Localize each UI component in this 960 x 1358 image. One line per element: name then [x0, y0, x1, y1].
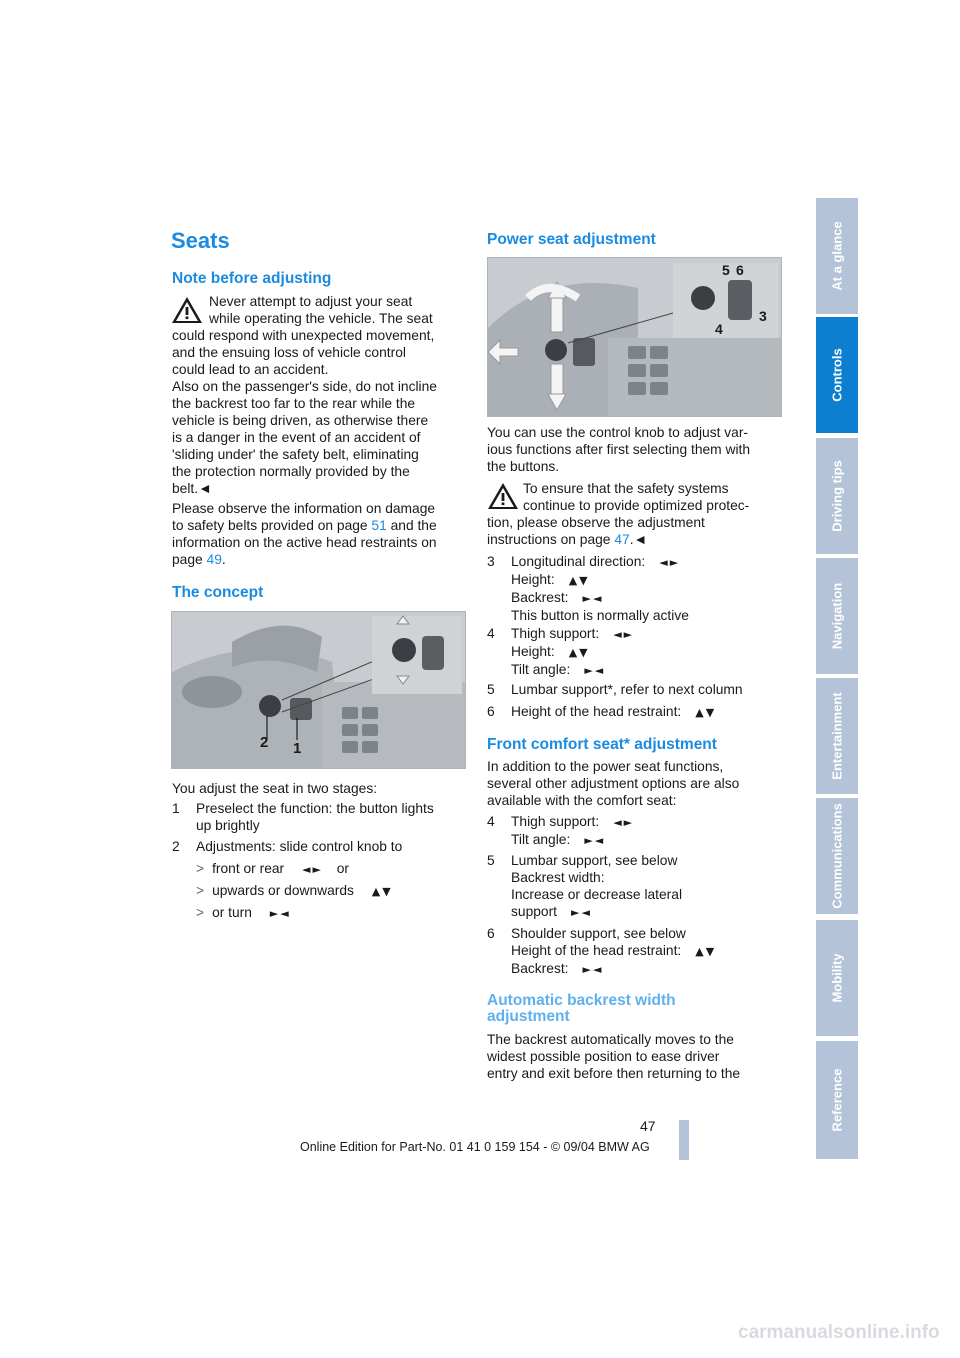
- comfort-seat-heading: Front comfort seat* adjustment: [487, 736, 717, 753]
- arrows-up-down-icon: ▲▼: [371, 885, 393, 898]
- auto-backrest-heading: Automatic backrest width adjustment: [487, 992, 676, 1025]
- callout-2: 2: [260, 734, 269, 751]
- tab-controls[interactable]: Controls: [816, 317, 858, 433]
- callout-3: 3: [759, 308, 767, 324]
- arrows-turn-icon: ►◄: [571, 906, 592, 919]
- concept-heading: The concept: [172, 584, 264, 601]
- page-link-51[interactable]: 51: [371, 518, 387, 533]
- seat-control-photo: [171, 611, 466, 769]
- arrows-left-right-icon: ◄►: [301, 863, 323, 876]
- step-1: 1 Preselect the function: the button lights up brightly: [172, 801, 434, 833]
- arrows-up-down-icon: ▲▼: [695, 706, 717, 719]
- tab-driving-tips[interactable]: Driving tips: [816, 438, 858, 554]
- step-2: 2 Adjustments: slide control knob to: [172, 839, 403, 854]
- arrows-up-down-icon: ▲▼: [568, 646, 590, 659]
- arrows-turn-icon: ►◄: [269, 907, 291, 920]
- auto-backrest-text: The backrest automatically moves to the widest possible position to ease driver entry and exit before then returning to the: [487, 1032, 741, 1081]
- arrows-turn-icon: ►◄: [582, 592, 604, 605]
- tab-at-a-glance[interactable]: At a glance: [816, 198, 858, 314]
- power-seat-heading: Power seat adjustment: [487, 231, 656, 248]
- comfort-intro: In addition to the power seat functions, several other adjustment options are also available with the comfort seat:: [487, 759, 740, 808]
- tab-mobility[interactable]: Mobility: [816, 920, 858, 1036]
- bullet-turn: > or turn ►◄: [196, 905, 291, 920]
- warning-icon-2: [487, 482, 519, 510]
- callout-1: 1: [293, 740, 302, 757]
- arrows-up-down-icon: ▲▼: [695, 945, 717, 958]
- stages-intro: You adjust the seat in two stages:: [172, 781, 378, 796]
- warning-text-indented: Never attempt to adjust your seat while operating the vehicle. The seat: [209, 294, 433, 326]
- arrows-up-down-icon: ▲▼: [568, 574, 590, 587]
- callout-4: 4: [715, 321, 723, 337]
- power-seat-photo: [487, 257, 782, 417]
- callout-6: 6: [736, 262, 744, 278]
- item-5: 5 Lumbar support*, refer to next column: [487, 682, 743, 697]
- page-number: 47: [640, 1118, 656, 1134]
- arrows-turn-icon: ►◄: [584, 834, 606, 847]
- comfort-item-5: 5 Lumbar support, see below Backrest width: Increase or decrease lateral support ►◄: [487, 853, 683, 919]
- arrows-left-right-icon: ◄►: [613, 628, 635, 641]
- arrows-left-right-icon: ◄►: [613, 816, 635, 829]
- comfort-item-4: 4 Thigh support: ◄► Tilt angle: ►◄: [487, 814, 635, 847]
- warning-text: could respond with unexpected movement, and the ensuing loss of vehicle control could lead to an accident. Also on the passenger's side, do not incline the backrest too far to the rear while the vehicle is being driven, as otherwise there is a danger in the event of an accident of 'sliding under' the safety belt, eliminating the protection normally provided by the belt.◄: [172, 328, 437, 496]
- tab-entertainment[interactable]: Entertainment: [816, 678, 858, 794]
- power-intro: You can use the control knob to adjust var- ious functions after first selecting them with the buttons.: [487, 425, 751, 474]
- arrows-left-right-icon: ◄►: [659, 556, 681, 569]
- arrows-turn-icon: ►◄: [582, 963, 604, 976]
- page-marker-bar: [679, 1120, 689, 1160]
- warning-icon: [171, 296, 203, 324]
- callout-5: 5: [722, 262, 730, 278]
- observe-paragraph: Please observe the information on damage to safety belts provided on page 51 and the information on the active head restraints on page 49.: [172, 501, 437, 567]
- note-heading: Note before adjusting: [172, 270, 332, 287]
- page-link-47[interactable]: 47: [614, 532, 630, 547]
- footer-edition: Online Edition for Part-No. 01 41 0 159 154 - © 09/04 BMW AG: [300, 1140, 650, 1154]
- item-6: 6 Height of the head restraint: ▲▼: [487, 704, 717, 719]
- page-title: Seats: [171, 228, 230, 253]
- bullet-front-rear: > front or rear ◄► or: [196, 861, 350, 876]
- comfort-item-6: 6 Shoulder support, see below Height of the head restraint: ▲▼ Backrest: ►◄: [487, 926, 717, 976]
- page-link-49[interactable]: 49: [206, 552, 222, 567]
- safety-warning: tion, please observe the adjustment instructions on page 47.◄: [487, 515, 705, 547]
- tab-navigation[interactable]: Navigation: [816, 558, 858, 674]
- item-4: 4 Thigh support: ◄► Height: ▲▼ Tilt angle: ►◄: [487, 626, 635, 677]
- tab-reference[interactable]: Reference: [816, 1041, 858, 1159]
- tab-communications[interactable]: Communications: [816, 798, 858, 914]
- safety-warning-indented: To ensure that the safety systems continue to provide optimized protec-: [523, 481, 750, 513]
- item-3: 3 Longitudinal direction: ◄► Height: ▲▼ Backrest: ►◄ This button is normally active: [487, 554, 689, 623]
- bullet-up-down: > upwards or downwards ▲▼: [196, 883, 393, 898]
- arrows-turn-icon: ►◄: [584, 664, 606, 677]
- watermark: carmanualsonline.info: [738, 1322, 940, 1343]
